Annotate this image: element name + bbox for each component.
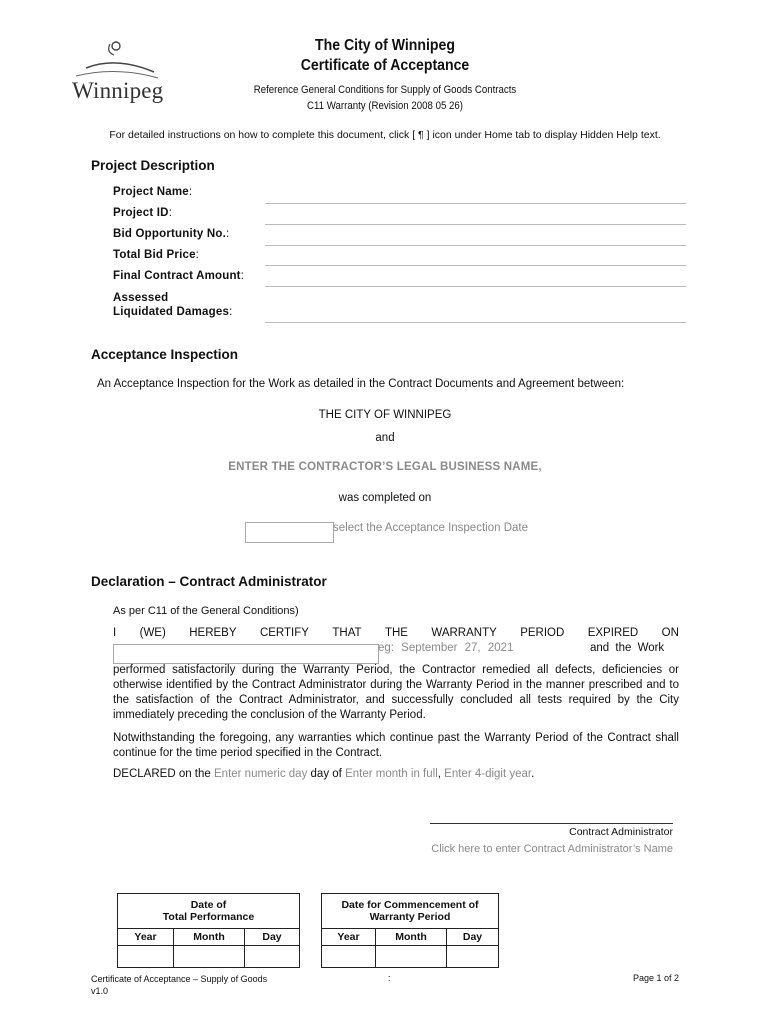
project-name-field[interactable] [265, 203, 686, 204]
month-input[interactable] [174, 946, 245, 968]
warranty-expiry-date-field[interactable] [113, 644, 379, 664]
month-header: Month [174, 929, 245, 946]
year-input[interactable] [322, 946, 376, 968]
page-title: The City of Winnipeg [315, 37, 455, 54]
page-subtitle: Certificate of Acceptance [300, 57, 470, 74]
logo-wordmark: Winnipeg [72, 78, 164, 103]
bid-opportunity-field[interactable] [265, 245, 686, 246]
project-name-label: Project Name: [113, 186, 193, 198]
table-title: Date of Total Performance [118, 894, 300, 929]
day-input[interactable] [245, 946, 300, 968]
month-header: Month [376, 929, 447, 946]
day-input[interactable] [447, 946, 499, 968]
footer-center: : [388, 973, 391, 983]
contractor-name-field[interactable]: ENTER THE CONTRACTOR’S LEGAL BUSINESS NAME, [228, 461, 542, 473]
certify-line: I (WE) HEREBY CERTIFY THAT THE WARRANTY PERIOD EXPIRED ON [113, 627, 679, 639]
final-contract-amount-field[interactable] [265, 286, 686, 287]
administrator-name-field[interactable]: Click here to enter Contract Administrator’s Name [431, 843, 673, 855]
inspection-date-picker[interactable] [245, 522, 334, 543]
day-field[interactable]: Enter numeric day [214, 768, 308, 780]
month-field[interactable]: Enter month in full [345, 768, 438, 780]
and-text: and [375, 432, 395, 444]
bid-opportunity-label: Bid Opportunity No.: [113, 228, 230, 240]
project-id-label: Project ID: [113, 207, 173, 219]
acceptance-inspection-heading: Acceptance Inspection [91, 347, 239, 362]
year-input[interactable] [118, 946, 174, 968]
day-header: Day [447, 929, 499, 946]
table-title: Date for Commencement of Warranty Period [322, 894, 499, 929]
day-header: Day [245, 929, 300, 946]
warranty-expiry-date-placeholder[interactable]: eg: September 27, 2021 [378, 642, 514, 654]
liquidated-damages-label: Assessed Liquidated Damages: [113, 292, 233, 318]
year-header: Year [118, 929, 174, 946]
year-field[interactable]: Enter 4-digit year [444, 768, 532, 780]
project-id-field[interactable] [265, 224, 686, 225]
project-description-heading: Project Description [91, 158, 215, 173]
declared-line: DECLARED on the Enter numeric day day of Enter month in full, Enter 4-digit year. [113, 768, 535, 780]
declaration-heading: Declaration – Contract Administrator [91, 574, 327, 589]
footer-left: Certificate of Acceptance – Supply of Goods v1.0 [91, 974, 268, 996]
declaration-paragraph-1: performed satisfactorily during the Warranty Period, the Contractor remedied all defects, deficiencies or otherwise identified by the Contract Administrator during the Warranty Period in the manner prescribed and to the satisfaction of the Contract Administrator, and successfully concluded all tests required by the City immediately preceding the conclusion of the Warranty Period. [113, 664, 679, 721]
as-per-text: As per C11 of the General Conditions) [113, 605, 299, 617]
total-performance-date-table [117, 893, 300, 968]
completed-on-text: was completed on [338, 492, 432, 504]
total-bid-price-label: Total Bid Price: [113, 249, 200, 261]
warranty-commencement-date-table [321, 893, 499, 968]
inspection-date-placeholder[interactable]: select the Acceptance Inspection Date [333, 522, 528, 534]
liquidated-damages-field[interactable] [265, 322, 686, 323]
reference-line: Reference General Conditions for Supply of Goods Contracts [253, 84, 517, 96]
final-contract-amount-label: Final Contract Amount: [113, 270, 245, 282]
year-header: Year [322, 929, 376, 946]
declaration-paragraph-2: Notwithstanding the foregoing, any warranties which continue past the Warranty Period of the Contract shall continue for the time period specified in the Contract. [113, 732, 679, 759]
signature-line [430, 823, 673, 824]
party-city: THE CITY OF WINNIPEG [318, 409, 452, 421]
inspection-intro: An Acceptance Inspection for the Work as detailed in the Contract Documents and Agreement between: [97, 378, 625, 390]
revision-line: C11 Warranty (Revision 2008 05 26) [306, 100, 464, 112]
page-number: Page 1 of 2 [632, 973, 679, 983]
signature-label: Contract Administrator [569, 826, 673, 838]
month-input[interactable] [376, 946, 447, 968]
and-the-work-text: and the Work [590, 642, 665, 654]
total-bid-price-field[interactable] [265, 265, 686, 266]
instructions-text: For detailed instructions on how to complete this document, click [ ¶ ] icon under Home tab to display Hidden Help text. [109, 129, 661, 141]
